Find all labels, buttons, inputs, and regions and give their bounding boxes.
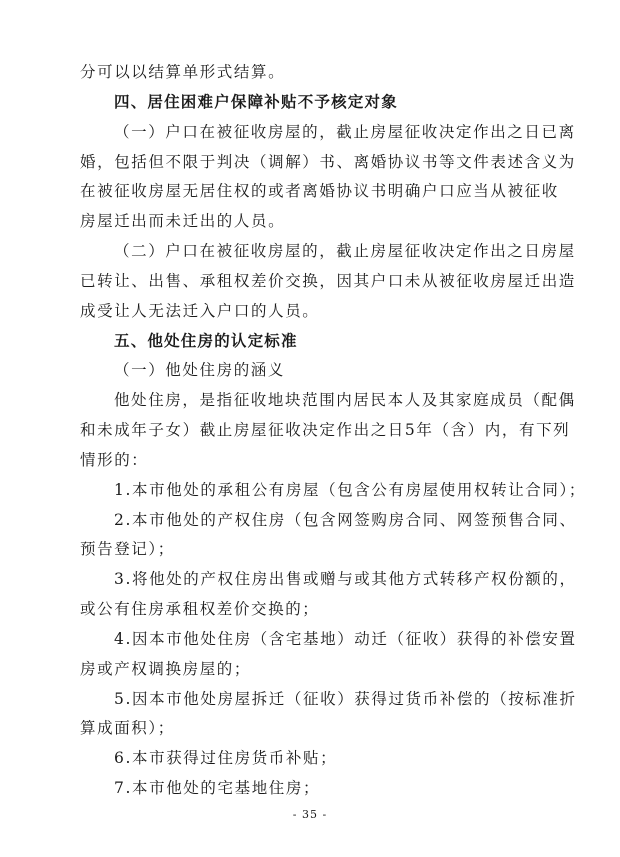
subsection-heading: （一）他处住房的涵义 [114,361,286,379]
text-line: （二）户口在被征收房屋的，截止房屋征收决定作出之日房屋 [114,242,576,260]
text-line: 预告登记）； [80,540,175,558]
text-line: 婚，包括但不限于判决（调解）书、离婚协议书等文件表述含义为 [80,153,576,171]
list-item: 5.因本市他处房屋拆迁（征收）获得过货币补偿的（按标准折 [114,690,577,708]
text-line: 他处住房，是指征收地块范围内居民本人及其家庭成员（配偶 [114,391,576,409]
text-line: 在被征收房屋无居住权的或者离婚协议书明确户口应当从被征收 [80,182,559,200]
list-item: 1.本市他处的承租公有房屋（包含公有房屋使用权转让合同）； [114,481,586,499]
list-item: 6.本市获得过住房货币补贴； [114,749,338,767]
text-line: 或公有住房承租权差价交换的； [80,600,320,618]
section-heading: 五、他处住房的认定标准 [114,332,298,350]
list-item: 3.将他处的产权住房出售或赠与或其他方式转移产权份额的， [114,570,577,588]
text-line: 和未成年子女）截止房屋征收决定作出之日5年（含）内，有下列 [80,421,571,439]
list-item: 7.本市他处的宅基地住房； [114,779,321,797]
text-line: 成受让人无法迁入户口的人员。 [80,302,320,320]
text-line: 房或产权调换房屋的； [80,660,252,678]
text-line: 情形的： [80,451,149,469]
text-line: 房屋迁出而未迁出的人员。 [80,212,286,230]
list-item: 4.因本市他处住房（含宅基地）动迁（征收）获得的补偿安置 [114,630,577,648]
section-heading: 四、居住困难户保障补贴不予核定对象 [114,93,398,111]
list-item: 2.本市他处的产权住房（包含网签购房合同、网签预售合同、 [114,511,577,529]
text-line: 算成面积）； [80,719,175,737]
text-line: 已转让、出售、承租权差价交换，因其户口未从被征收房屋迁出造 [80,272,576,290]
text-line: （一）户口在被征收房屋的，截止房屋征收决定作出之日已离 [114,123,576,141]
text-line: 分可以以结算单形式结算。 [80,63,286,81]
page-number: - 35 - [292,808,328,821]
